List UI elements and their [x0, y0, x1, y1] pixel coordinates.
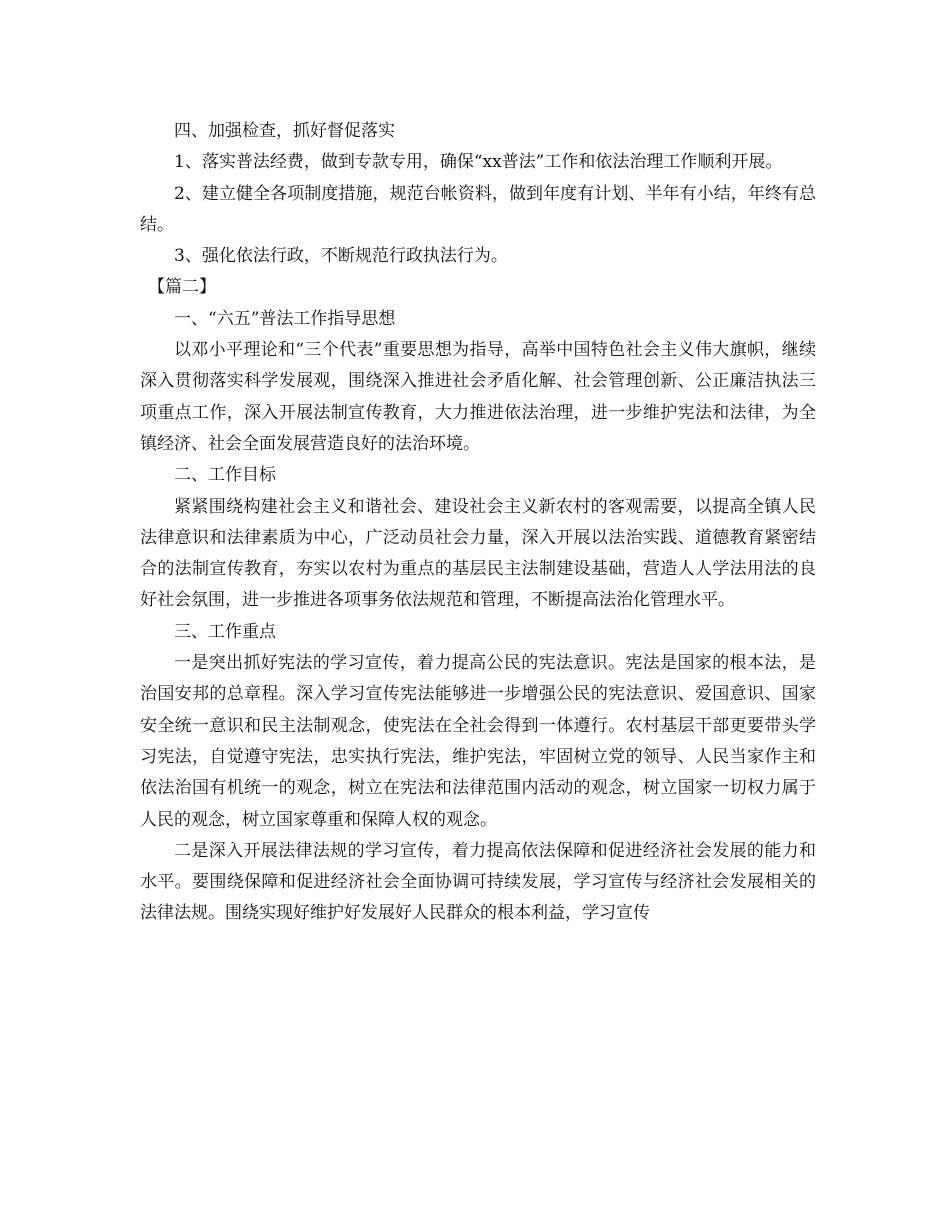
paragraph-constitution: 一是突出抓好宪法的学习宣传，着力提高公民的宪法意识。宪法是国家的根本法，是治国安邦的总章程。深入学习宣传宪法能够进一步增强公民的宪法意识、爱国意识、国家安全统一意识和民主法制观念，使宪法在全社会得到一体遵行。农村基层干部更要带头学习宪法，自觉遵守宪法，忠实执行宪法，维护宪法，牢固树立党的领导、人民当家作主和依法治国有机统一的观念，树立在宪法和法律范围内活动的观念，树立国家一切权力属于人民的观念，树立国家尊重和保障人权的观念。 — [140, 653, 816, 830]
paragraph-administration: 3、强化依法行政，不断规范行政执法行为。 — [174, 246, 508, 267]
section-heading-inspection: 四、加强检查，抓好督促落实 — [174, 121, 395, 141]
part-two-heading: 【篇二】 — [148, 277, 216, 298]
paragraph-funding: 1、落实普法经费，做到专款专用，确保“xx普法”工作和依法治理工作顺利开展。 — [174, 152, 783, 173]
section-heading-focus: 三、工作重点 — [174, 621, 276, 642]
paragraph-systems: 2、建立健全各项制度措施，规范台帐资料，做到年度有计划、半年有小结，年终有总结。 — [140, 183, 816, 235]
paragraph-laws-regulations: 二是深入开展法律法规的学习宣传，着力提高依法保障和促进经济社会发展的能力和水平。要围绕保障和促进经济社会全面协调可持续发展，学习宣传与经济社会发展相关的法律法规。围绕实现好维护好发展好人民群众的根本利益，学习宣传 — [140, 840, 816, 924]
document-body — [140, 116, 816, 930]
section-heading-guiding-ideology: 一、“六五”普法工作指导思想 — [174, 308, 396, 329]
paragraph-goals: 紧紧围绕构建社会主义和谐社会、建设社会主义新农村的客观需要，以提高全镇人民法律意识和法律素质为中心，广泛动员社会力量，深入开展以法治实践、道德教育紧密结合的法制宣传教育，夯实以农村为重点的基层民主法制建设基础，营造人人学法用法的良好社会氛围，进一步推进各项事务依法规范和管理，不断提高法治化管理水平。 — [140, 496, 816, 611]
section-heading-goals: 二、工作目标 — [174, 465, 276, 486]
paragraph-guiding-ideology: 以邓小平理论和“三个代表”重要思想为指导，高举中国特色社会主义伟大旗帜，继续深入贯彻落实科学发展观，围绕深入推进社会矛盾化解、社会管理创新、公正廉洁执法三项重点工作，深入开展法制宣传教育，大力推进依法治理，进一步维护宪法和法律，为全镇经济、社会全面发展营造良好的法治环境。 — [140, 340, 816, 454]
